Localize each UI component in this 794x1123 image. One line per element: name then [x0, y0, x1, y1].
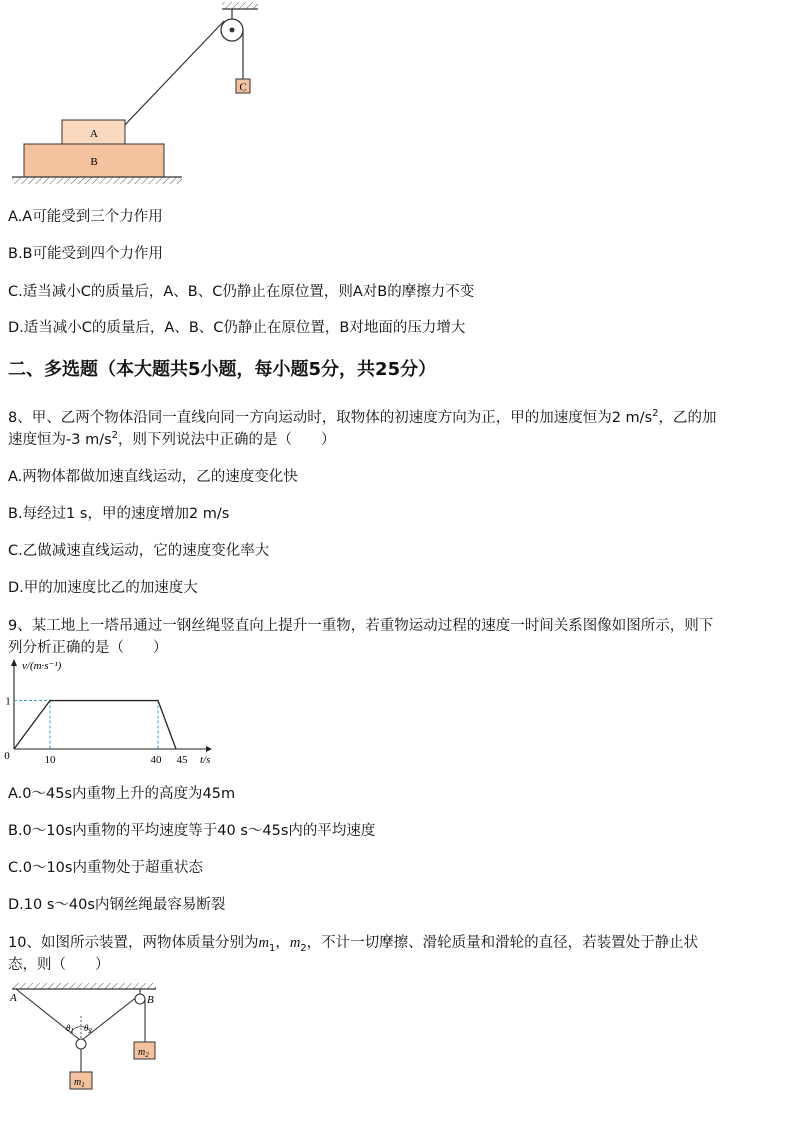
q10-stem-part1: 10、如图所示装置，两物体质量分别为: [8, 935, 259, 951]
q7-option-b: B.B可能受到四个力作用: [8, 246, 164, 262]
theta1-label: $\theta_1$: [66, 1023, 74, 1035]
q10-stem: [8, 932, 788, 976]
x-axis-label: t/s: [200, 754, 211, 766]
q10-m1-sub: 1: [268, 942, 276, 954]
figure-two-mass-pulley: [0, 980, 200, 1100]
x-tick-label-40: 40: [150, 754, 162, 766]
chart-marks: [14, 701, 176, 749]
point-a-label: A: [10, 992, 17, 1004]
q10-m2-symbol: m: [289, 935, 301, 951]
ceiling-hatch-2: [12, 983, 156, 989]
q9-stem-line2: 列分析正确的是（ ）: [8, 640, 168, 656]
chart-labels: [4, 660, 210, 766]
y-tick-label-1: 1: [5, 695, 11, 708]
q10-stem-part2: ，不计一切摩擦、滑轮质量和滑轮的直径，若装置处于静止状: [306, 935, 699, 951]
theta2-label: $\theta_2$: [84, 1023, 92, 1035]
ceiling-hatch: [222, 2, 258, 9]
q8-option-d: D.甲的加速度比乙的加速度大: [8, 580, 198, 596]
q7-option-d: D.适当减小C的质量后，A、B、C仍静止在原位置，B对地面的压力增大: [8, 320, 466, 336]
q7-option-a: A.A可能受到三个力作用: [8, 209, 163, 225]
block-b-label: B: [90, 156, 98, 168]
ground-hatch: [12, 177, 182, 184]
chart-axes: [11, 659, 212, 752]
x-axis-arrow: [206, 746, 212, 752]
block-m2-label: $m_2$: [138, 1047, 149, 1059]
q10-comma: ，: [275, 935, 290, 951]
q10-stem-line2: 态，则（ ）: [8, 957, 110, 973]
block-c-label: C: [239, 81, 247, 94]
figure-blocks-pulley: [0, 0, 794, 200]
q9-option-b: B.0～10s内重物的平均速度等于40 s～45s内的平均速度: [8, 823, 376, 839]
q8-sup2: 2: [111, 430, 119, 442]
q7-option-c: C.适当减小C的质量后，A、B、C仍静止在原位置，则A对B的摩擦力不变: [8, 284, 475, 300]
series-line: [14, 701, 176, 749]
q9-option-a: A.0～45s内重物上升的高度为45m: [8, 786, 236, 802]
q9-option-c: C.0～10s内重物处于超重状态: [8, 860, 203, 876]
q8-stem: [8, 407, 788, 451]
x-tick-label-45: 45: [176, 754, 188, 766]
q9-stem-line1: 9、某工地上一塔吊通过一钢丝绳竖直向上提升一重物，若重物运动过程的速度一时间关系图像如图所示，则下: [8, 618, 714, 634]
q10-m1-symbol: m: [258, 935, 269, 951]
q8-stem-part4: ，则下列说法中正确的是（ ）: [118, 432, 336, 448]
q8-sup1: 2: [652, 408, 659, 420]
rope-to-a: [122, 21, 224, 128]
q8-stem-part3: 速度恒为-3 m/s: [8, 432, 112, 448]
y-axis-label: v/(m·s⁻¹): [22, 660, 62, 672]
q8-option-c: C.乙做减速直线运动，它的速度变化率大: [8, 543, 270, 559]
q8-option-a: A.两物体都做加速直线运动，乙的速度变化快: [8, 469, 298, 485]
q8-stem-part2: ，乙的加: [658, 410, 717, 426]
velocity-time-chart: [0, 650, 230, 770]
q8-stem-part1: 8、甲、乙两个物体沿同一直线向同一方向运动时，取物体的初速度方向为正，甲的加速度恒为2 m/s: [8, 410, 653, 426]
q8-option-b: B.每经过1 s，甲的速度增加2 m/s: [8, 506, 230, 522]
origin-label: 0: [4, 750, 10, 762]
movable-pulley-wheel: [76, 1039, 86, 1049]
q9-option-d: D.10 s～40s内钢丝绳最容易断裂: [8, 897, 226, 913]
q10-m2-sub: 2: [300, 942, 307, 954]
section2-heading: 二、多选题（本大题共5小题，每小题5分，共25分）: [8, 359, 437, 380]
block-m1-label: $m_1$: [74, 1077, 85, 1089]
pulley-axle: [230, 28, 235, 33]
block-a-label: A: [90, 128, 98, 140]
pulley-b-wheel: [135, 994, 145, 1004]
y-axis-arrow: [11, 659, 17, 666]
x-tick-label-10: 10: [44, 754, 56, 766]
point-b-label: B: [147, 994, 154, 1006]
